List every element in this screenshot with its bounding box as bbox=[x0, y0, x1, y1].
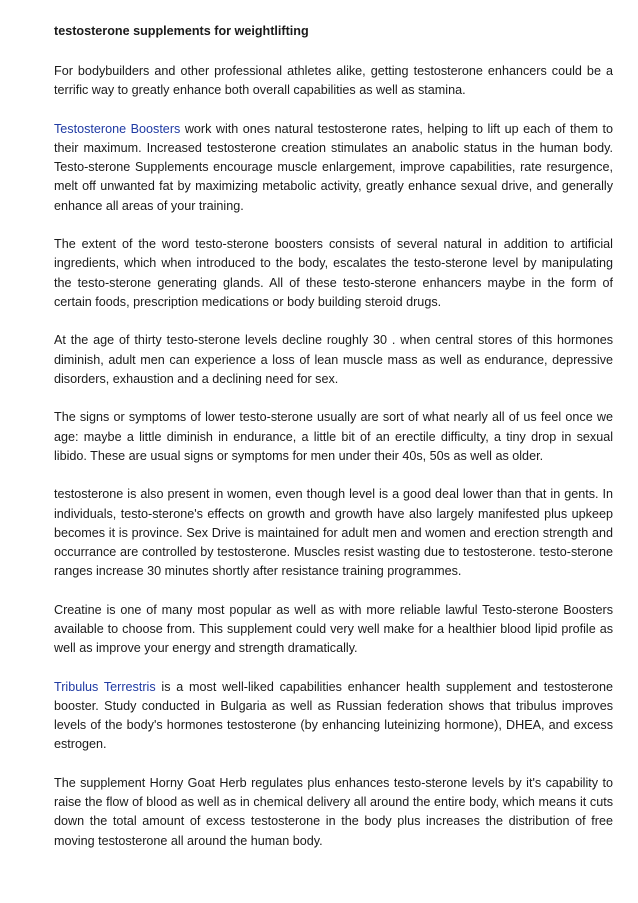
paragraph-3 bbox=[54, 235, 613, 312]
paragraph-2 bbox=[54, 120, 613, 216]
paragraph-4 bbox=[54, 331, 613, 389]
paragraph-text: work with ones natural testosterone rates, helping to lift up each of them to their maximum. Increased testosterone creation stimulates an anabolic status in the human body. Testo-sterone Supplements encourage muscle enlargement, improve capabilities, rate resurgence, melt off unwanted fat by maximizing metabolic activity, greatly enhance sexual drive, and generally enhance all areas of your training. bbox=[54, 121, 613, 213]
paragraph-text: testosterone is also present in women, even though level is a good deal lower than that in gents. In individuals, testo-sterone's effects on growth and growth have also largely manifested plus upkeep becomes it is province. Sex Drive is maintained for adult men and women and erection strength and occurrance are controlled by testosterone. Muscles resist wasting due to testosterone. testo-sterone ranges increase 30 minutes shortly after resistance training programmes. bbox=[54, 487, 613, 579]
paragraph-9 bbox=[54, 774, 613, 851]
paragraph-6 bbox=[54, 485, 613, 581]
tribulus-terrestris-link[interactable]: Tribulus Terrestris bbox=[54, 679, 156, 694]
paragraph-5 bbox=[54, 408, 613, 466]
paragraph-1 bbox=[54, 62, 613, 100]
paragraph-text: At the age of thirty testo-sterone levels decline roughly 30 . when central stores of this hormones diminish, adult men can experience a loss of lean muscle mass as well as endurance, depressive disorders, exhaustion and a declining need for sex. bbox=[54, 333, 613, 386]
paragraph-text: Creatine is one of many most popular as well as with more reliable lawful Testo-sterone Boosters available to choose from. This supplement could very well make for a healthier blood lipid profile as well as improve your energy and strength dramatically. bbox=[54, 602, 613, 656]
document-title: testosterone supplements for weightlifting bbox=[54, 24, 309, 38]
testosterone-boosters-link[interactable]: Testosterone Boosters bbox=[54, 121, 181, 136]
paragraph-text: The signs or symptoms of lower testo-sterone usually are sort of what nearly all of us feel once we age: maybe a little diminish in endurance, a little bit of an erectile difficulty, a tiny drop in sexual libido. These are usual signs or symptoms for men under their 40s, 50s as well as older. bbox=[54, 410, 613, 463]
paragraph-8 bbox=[54, 678, 613, 755]
paragraph-text: The supplement Horny Goat Herb regulates plus enhances testo-sterone levels by it's capability to raise the flow of blood as well as in chemical delivery all around the entire body, which means it cuts down the total amount of excess testosterone in the body plus increases the distribution of free moving testosterone all around the human body. bbox=[54, 776, 613, 848]
paragraph-text: For bodybuilders and other professional athletes alike, getting testosterone enhancers could be a terrific way to greatly enhance both overall capabilities as well as stamina. bbox=[54, 64, 613, 98]
paragraph-7 bbox=[54, 601, 613, 659]
paragraph-text: The extent of the word testo-sterone boosters consists of several natural in addition to artificial ingredients, which when introduced to the body, escalates the testo-sterone level by manipulating the testo-sterone generating glands. All of these testo-sterone enhancers maybe in the form of certain foods, prescription medications or body building steroid drugs. bbox=[54, 237, 613, 309]
paragraph-text: is a most well-liked capabilities enhancer health supplement and testosterone booster. Study conducted in Bulgaria as well as Russian federation shows that tribulus improves levels of the body's hormones testosterone (by enhancing luteinizing hormone), DHEA, and excess estrogen. bbox=[54, 679, 613, 752]
document-page bbox=[54, 22, 613, 870]
